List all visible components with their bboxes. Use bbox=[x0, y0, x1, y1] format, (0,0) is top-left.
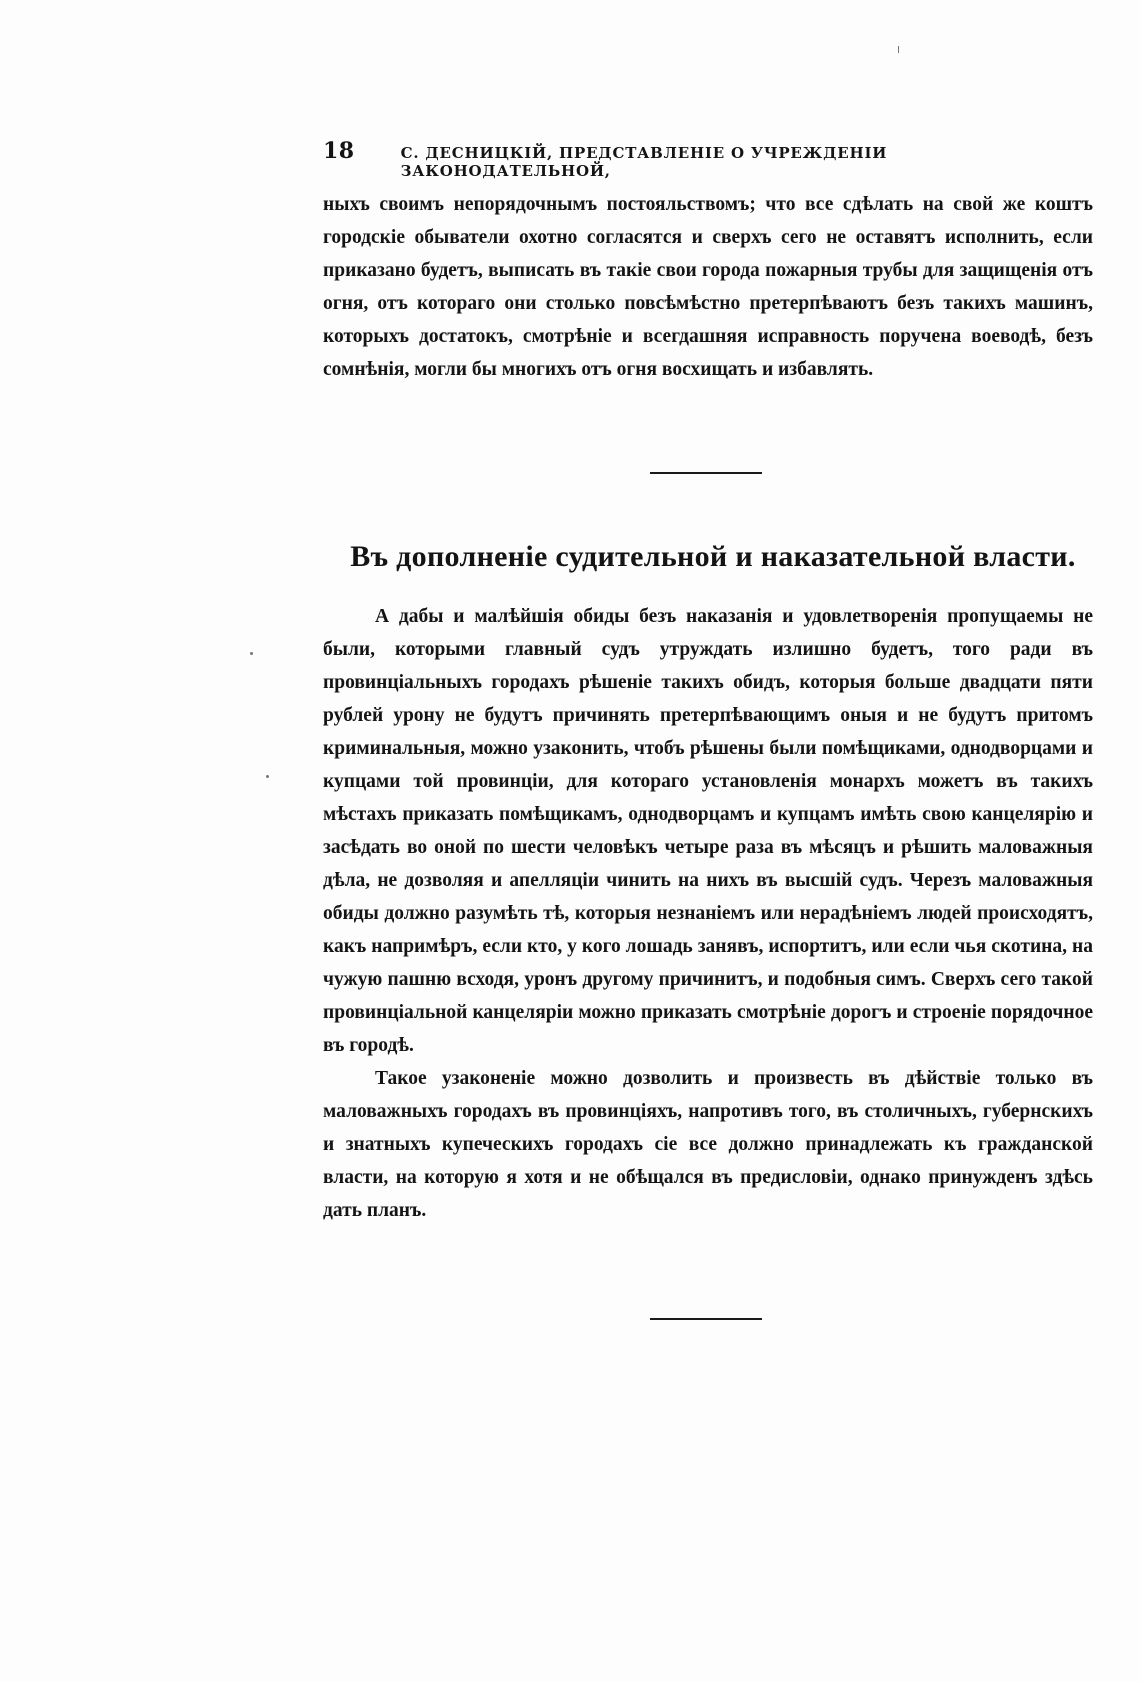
section-paragraph: А дабы и малѣйшія обиды безъ наказанія и удовлетворенія пропущаемы не были, которыми главный судъ утруждать излишно будетъ, того ради въ провинціальныхъ городахъ рѣшеніе такихъ обидъ, которыя больше двадцати пяти рублей урону не будутъ причинять претерпѣвающимъ оныя и не будутъ притомъ криминальныя, можно узаконить, чтобъ рѣшены были помѣщиками, однодворцами и купцами той провинціи, для котораго установленія монархъ можетъ въ такихъ мѣстахъ приказать помѣщикамъ, однодворцамъ и купцамъ имѣть свою канцелярію и засѣдать во оной по шести человѣкъ четыре раза въ мѣсяцъ и рѣшить маловажныя дѣла, не дозволяя и апелляціи чинить на нихъ въ высшій судъ. Черезъ маловажныя обиды должно разумѣть тѣ, которыя незнаніемъ или нерадѣніемъ людей происходятъ, какъ напримѣръ, если кто, у кого лошадь занявъ, испортитъ, или если чья скотина, на чужую пашню всходя, уронъ другому причинитъ, и подобныя симъ. Сверхъ сего такой провинціальной канцеляріи можно приказать смотрѣніе дорогъ и строеніе порядочное въ городѣ. bbox=[323, 606, 1093, 1056]
scan-speck bbox=[898, 46, 899, 53]
scan-speck bbox=[266, 775, 269, 778]
continued-paragraph: ныхъ своимъ непорядочнымъ постояльствомъ; что все сдѣлать на свой же коштъ городскіе обыватели охотно согласятся и сверхъ сего не оставятъ исполнить, если приказано будетъ, выписать въ такіе свои города пожарныя трубы для защищенія отъ огня, отъ котораго они столько повсѣмѣстно претерпѣваютъ безъ такихъ машинъ, которыхъ достатокъ, смотрѣніе и всегдашняя исправность поручена воеводѣ, безъ сомнѣнія, могли бы многихъ отъ огня восхищать и избавлять. bbox=[323, 194, 1093, 380]
scan-speck bbox=[250, 652, 253, 655]
section-body bbox=[323, 600, 1093, 1227]
running-title: С. ДЕСНИЦКІЙ, ПРЕДСТАВЛЕНІЕ О УЧРЕЖДЕНІИ ЗАКОНОДАТЕЛЬНОЙ, bbox=[400, 144, 888, 180]
section-heading: Въ дополненіе судительной и наказательной власти. bbox=[350, 540, 1076, 573]
section-paragraph: Такое узаконеніе можно дозволить и произвесть въ дѣйствіе только въ маловажныхъ городахъ въ провинціяхъ, напротивъ того, въ столичныхъ, губернскихъ и знатныхъ купеческихъ городахъ сіе все должно принадлежать къ гражданской власти, на которую я хотя и не обѣщался въ предисловіи, однако принужденъ здѣсь дать планъ. bbox=[323, 1068, 1093, 1221]
continued-paragraph-block bbox=[323, 188, 1093, 386]
page-number: 18 bbox=[323, 138, 355, 164]
end-divider bbox=[650, 1318, 762, 1320]
section-divider bbox=[650, 472, 762, 474]
running-header bbox=[323, 138, 1093, 180]
